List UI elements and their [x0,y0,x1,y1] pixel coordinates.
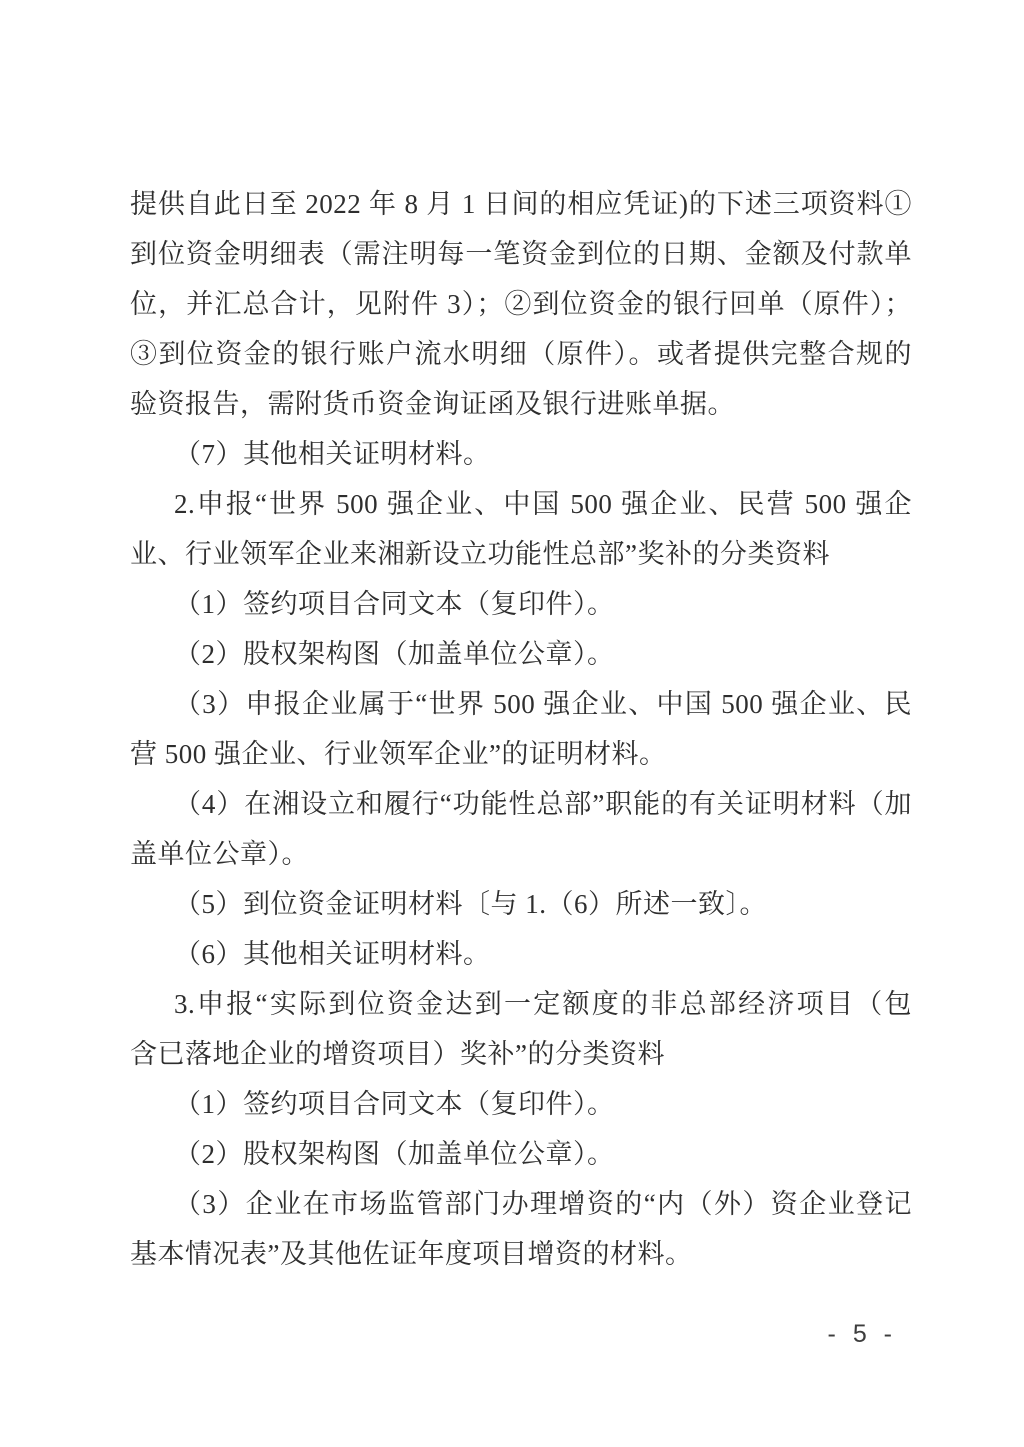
text-line: 盖单位公章）。 [130,839,309,869]
text-line: （2）股权架构图（加盖单位公章）。 [174,639,615,669]
text-line: （1）签约项目合同文本（复印件）。 [174,589,615,619]
text-line: （4）在湘设立和履行“功能性总部”职能的有关证明材料（加 [174,789,912,819]
text-line: （1）签约项目合同文本（复印件）。 [174,1089,615,1119]
text-line: 到位资金明细表（需注明每一笔资金到位的日期、金额及付款单 [130,239,912,269]
text-line: 验资报告，需附货币资金询证函及银行进账单据。 [130,389,735,419]
text-line: 业、行业领军企业来湘新设立功能性总部”奖补的分类资料 [130,539,830,569]
page-number: - 5 - [827,1320,897,1348]
text-line: 3.申报“实际到位资金达到一定额度的非总部经济项目（包 [174,989,912,1019]
text-line: 营 500 强企业、行业领军企业”的证明材料。 [130,739,667,769]
text-line: 含已落地企业的增资项目）奖补”的分类资料 [130,1039,665,1069]
text-line: （3）申报企业属于“世界 500 强企业、中国 500 强企业、民 [174,689,912,719]
text-line: 位，并汇总合计，见附件 3）；②到位资金的银行回单（原件）； [130,289,912,319]
document-body [130,179,912,1279]
text-line: （7）其他相关证明材料。 [174,439,491,469]
text-line: 2.申报“世界 500 强企业、中国 500 强企业、民营 500 强企 [174,489,912,519]
text-line: ③到位资金的银行账户流水明细（原件）。或者提供完整合规的 [130,339,912,369]
text-line: （5）到位资金证明材料〔与 1.（6）所述一致〕。 [174,889,767,919]
text-line: （3）企业在市场监管部门办理增资的“内（外）资企业登记 [174,1189,912,1219]
text-line: 提供自此日至 2022 年 8 月 1 日间的相应凭证)的下述三项资料① [130,189,912,219]
text-line: （6）其他相关证明材料。 [174,939,491,969]
text-line: 基本情况表”及其他佐证年度项目增资的材料。 [130,1239,693,1269]
text-line: （2）股权架构图（加盖单位公章）。 [174,1139,615,1169]
